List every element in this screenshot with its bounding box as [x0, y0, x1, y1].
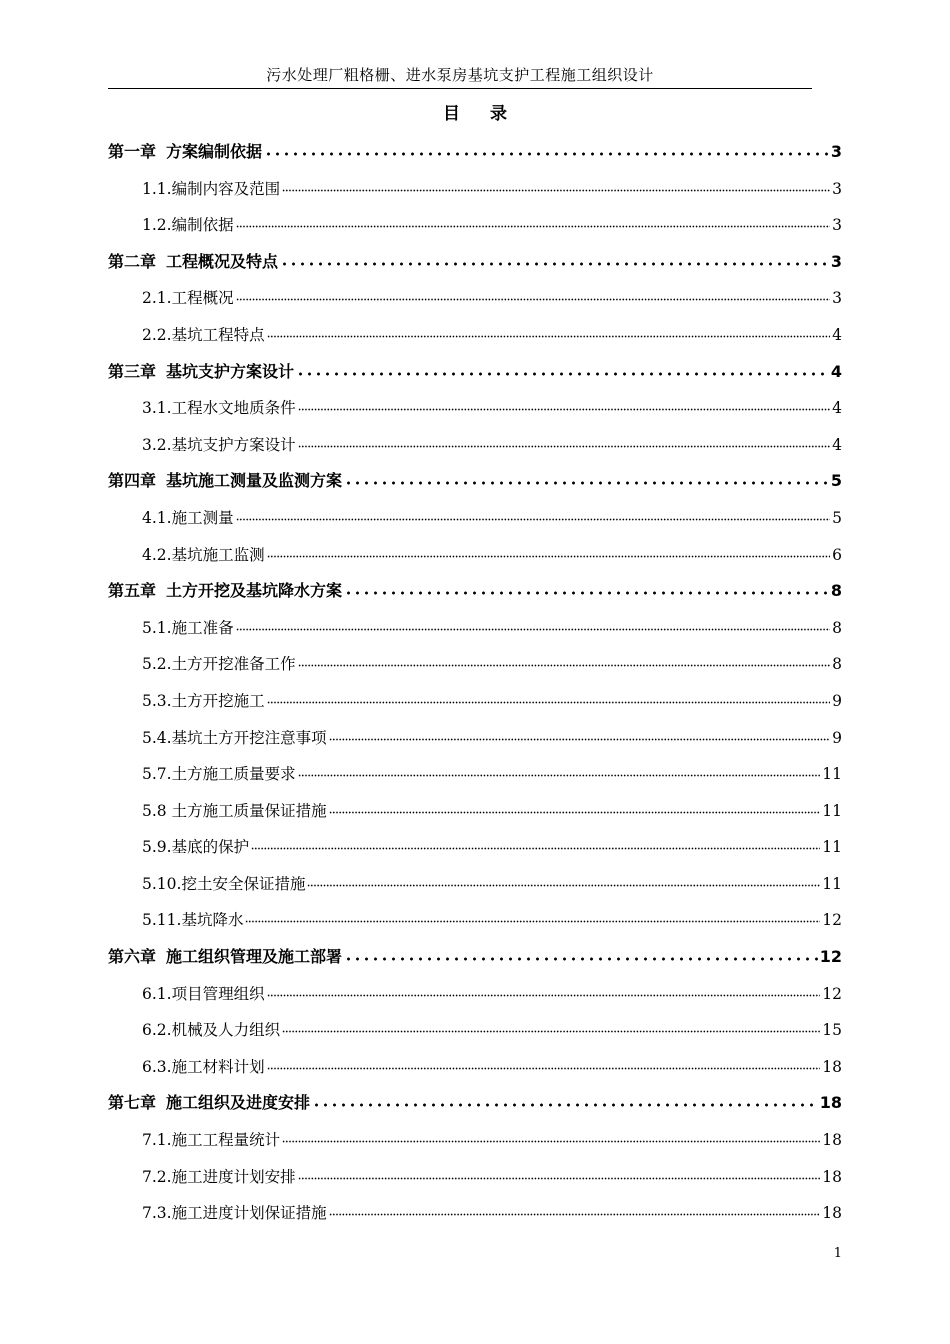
dot-leader	[344, 576, 829, 596]
toc-entry-page: 11	[822, 801, 842, 820]
dot-leader	[329, 723, 831, 743]
dot-leader	[298, 649, 831, 669]
toc-entry-title: 工程概况及特点	[166, 251, 279, 271]
header-rule	[108, 88, 812, 89]
toc-entry-label	[142, 207, 234, 244]
toc-entry-page: 15	[822, 1021, 842, 1040]
toc-entry-label	[142, 829, 249, 866]
toc-entry-page: 4	[832, 325, 842, 344]
toc-entry-label	[142, 1012, 280, 1049]
toc-entry-title: 6.2.机械及人力组织	[142, 1021, 281, 1040]
dot-leader	[251, 832, 820, 852]
toc-section-entry[interactable]	[108, 280, 842, 317]
toc-entry-label	[142, 866, 305, 903]
toc-entry-label	[142, 1195, 327, 1232]
toc-chapter-entry[interactable]	[108, 463, 842, 500]
toc-chapter-entry[interactable]	[108, 134, 842, 171]
toc-entry-label	[108, 463, 342, 500]
toc-entry-page: 12	[819, 947, 842, 967]
toc-entry-page: 3	[830, 142, 842, 161]
toc-entry-label	[142, 610, 234, 647]
chapter-number: 第五章	[108, 581, 157, 601]
toc-entry-label	[108, 573, 342, 610]
toc-entry-title: 6.3.施工材料计划	[142, 1057, 265, 1076]
toc-section-entry[interactable]	[108, 866, 842, 903]
toc-entry-title: 施工组织及进度安排	[166, 1093, 311, 1113]
toc-entry-page: 6	[832, 545, 842, 564]
toc-entry-page: 3	[832, 179, 842, 198]
toc-entry-page: 4	[830, 361, 842, 381]
toc-entry-page: 11	[822, 874, 842, 893]
toc-section-entry[interactable]	[108, 1122, 842, 1159]
toc-entry-label	[142, 280, 234, 317]
toc-chapter-entry[interactable]	[108, 573, 842, 610]
chapter-number: 第七章	[108, 1093, 157, 1113]
toc-entry-page: 3	[832, 289, 842, 308]
dot-leader	[236, 613, 831, 633]
toc-entry-page: 18	[822, 1131, 842, 1150]
toc-entry-label	[142, 1159, 296, 1196]
dot-leader	[236, 503, 831, 523]
toc-title	[0, 102, 950, 126]
toc-section-entry[interactable]	[108, 793, 842, 830]
toc-entry-page: 9	[832, 728, 842, 747]
toc-entry-title: 5.7.土方施工质量要求	[142, 765, 296, 784]
toc-entry-page: 5	[830, 471, 842, 491]
toc-chapter-entry[interactable]	[108, 244, 842, 281]
dot-leader	[298, 1162, 821, 1182]
dot-leader	[307, 869, 820, 889]
toc-entry-label	[142, 720, 327, 757]
toc-entry-title: 4.1.施工测量	[142, 508, 234, 527]
toc-entry-page: 18	[819, 1093, 842, 1113]
dot-leader	[245, 905, 820, 925]
toc-section-entry[interactable]	[108, 720, 842, 757]
toc-entry-label	[142, 390, 296, 427]
toc-entry-label	[142, 756, 296, 793]
toc-entry-label	[142, 1122, 280, 1159]
toc-entry-page: 18	[822, 1057, 842, 1076]
toc-section-entry[interactable]	[108, 1195, 842, 1232]
toc-entry-label	[108, 1085, 310, 1122]
toc-section-entry[interactable]	[108, 390, 842, 427]
chapter-number: 第六章	[108, 947, 157, 967]
toc-entry-page: 18	[822, 1204, 842, 1223]
toc-entry-title: 4.2.基坑施工监测	[142, 545, 265, 564]
toc-entry-page: 18	[822, 1167, 842, 1186]
dot-leader	[280, 247, 829, 267]
toc-section-entry[interactable]	[108, 756, 842, 793]
chapter-number: 第二章	[108, 251, 157, 271]
toc-entry-page: 3	[830, 251, 842, 271]
toc-title-part2: 录	[490, 104, 507, 124]
dot-leader	[298, 759, 821, 779]
toc-section-entry[interactable]	[108, 610, 842, 647]
dot-leader	[282, 174, 830, 194]
dot-leader	[344, 942, 818, 962]
toc-entry-title: 5.9.基底的保护	[142, 838, 250, 857]
toc-chapter-entry[interactable]	[108, 939, 842, 976]
toc-entry-label	[142, 902, 243, 939]
toc-entry-label	[142, 646, 296, 683]
toc-section-entry[interactable]	[108, 427, 842, 464]
dot-leader	[267, 979, 821, 999]
toc-entry-title: 5.3.土方开挖施工	[142, 691, 265, 710]
toc-section-entry[interactable]	[108, 1159, 842, 1196]
toc-entry-label	[142, 317, 265, 354]
dot-leader	[282, 1015, 820, 1035]
toc-entry-label	[142, 500, 234, 537]
toc-entry-page: 11	[822, 765, 842, 784]
dot-leader	[267, 686, 831, 706]
toc-entry-label	[142, 683, 265, 720]
toc-entry-label	[142, 537, 265, 574]
toc-entry-title: 6.1.项目管理组织	[142, 984, 265, 1003]
toc-chapter-entry[interactable]	[108, 1085, 842, 1122]
toc-entry-title: 基坑支护方案设计	[166, 361, 295, 381]
toc-section-entry[interactable]	[108, 500, 842, 537]
dot-leader	[267, 1052, 821, 1072]
toc-entry-page: 8	[830, 581, 842, 601]
toc-entry-label	[108, 354, 294, 391]
toc-entry-page: 8	[832, 618, 842, 637]
chapter-number: 第一章	[108, 142, 157, 161]
dot-leader	[267, 320, 831, 340]
dot-leader	[344, 466, 829, 486]
toc-section-entry[interactable]	[108, 317, 842, 354]
toc-entry-page: 11	[822, 838, 842, 857]
toc-entry-title: 5.8 土方施工质量保证措施	[142, 801, 327, 820]
chapter-number: 第三章	[108, 361, 157, 381]
toc-entry-title: 土方开挖及基坑降水方案	[166, 581, 343, 601]
toc-section-entry[interactable]	[108, 1049, 842, 1086]
toc-entry-label	[108, 134, 262, 171]
toc-chapter-entry[interactable]	[108, 354, 842, 391]
toc-entry-title: 5.11.基坑降水	[142, 911, 244, 930]
toc-entry-title: 5.2.土方开挖准备工作	[142, 655, 296, 674]
toc-entry-title: 7.3.施工进度计划保证措施	[142, 1204, 327, 1223]
dot-leader	[298, 430, 831, 450]
toc-entry-page: 8	[832, 655, 842, 674]
toc-section-entry[interactable]	[108, 171, 842, 208]
toc-entry-label	[142, 427, 296, 464]
toc-entry-label	[108, 244, 278, 281]
toc-entry-label	[142, 976, 265, 1013]
toc-entry-label	[108, 939, 342, 976]
toc-entry-label	[142, 793, 327, 830]
dot-leader	[312, 1088, 818, 1108]
toc-entry-title: 1.1.编制内容及范围	[142, 179, 281, 198]
toc-entry-title: 基坑施工测量及监测方案	[166, 471, 343, 491]
table-of-contents	[108, 134, 842, 1232]
toc-section-entry[interactable]	[108, 976, 842, 1013]
dot-leader	[329, 796, 821, 816]
toc-title-part1: 目	[443, 104, 460, 124]
dot-leader	[236, 210, 831, 230]
dot-leader	[264, 137, 829, 157]
toc-entry-title: 3.2.基坑支护方案设计	[142, 435, 296, 454]
toc-entry-title: 2.2.基坑工程特点	[142, 325, 265, 344]
toc-entry-title: 1.2.编制依据	[142, 216, 234, 235]
toc-section-entry[interactable]	[108, 537, 842, 574]
toc-entry-page: 3	[832, 216, 842, 235]
toc-entry-title: 5.4.基坑土方开挖注意事项	[142, 728, 327, 747]
toc-entry-page: 4	[832, 399, 842, 418]
toc-entry-label	[142, 171, 280, 208]
toc-entry-page: 4	[832, 435, 842, 454]
dot-leader	[267, 540, 831, 560]
toc-entry-title: 5.1.施工准备	[142, 618, 234, 637]
toc-section-entry[interactable]	[108, 829, 842, 866]
toc-entry-page: 12	[822, 984, 842, 1003]
toc-section-entry[interactable]	[108, 1012, 842, 1049]
chapter-number: 第四章	[108, 471, 157, 491]
page-number: 1	[833, 1246, 842, 1261]
toc-section-entry[interactable]	[108, 902, 842, 939]
toc-entry-title: 方案编制依据	[166, 142, 263, 161]
dot-leader	[236, 283, 831, 303]
dot-leader	[282, 1125, 820, 1145]
toc-entry-title: 7.2.施工进度计划安排	[142, 1167, 296, 1186]
toc-entry-title: 施工组织管理及施工部署	[166, 947, 343, 967]
toc-entry-title: 7.1.施工工程量统计	[142, 1131, 281, 1150]
toc-entry-title: 5.10.挖土安全保证措施	[142, 874, 306, 893]
dot-leader	[329, 1198, 821, 1218]
toc-entry-page: 5	[832, 508, 842, 527]
toc-entry-label	[142, 1049, 265, 1086]
dot-leader	[298, 393, 831, 413]
toc-entry-page: 9	[832, 691, 842, 710]
toc-entry-title: 2.1.工程概况	[142, 289, 234, 308]
dot-leader	[296, 357, 829, 377]
toc-entry-title: 3.1.工程水文地质条件	[142, 399, 296, 418]
running-header: 污水处理厂粗格栅、进水泵房基坑支护工程施工组织设计	[266, 66, 654, 84]
toc-entry-page: 12	[822, 911, 842, 930]
toc-section-entry[interactable]	[108, 646, 842, 683]
toc-section-entry[interactable]	[108, 683, 842, 720]
toc-section-entry[interactable]	[108, 207, 842, 244]
